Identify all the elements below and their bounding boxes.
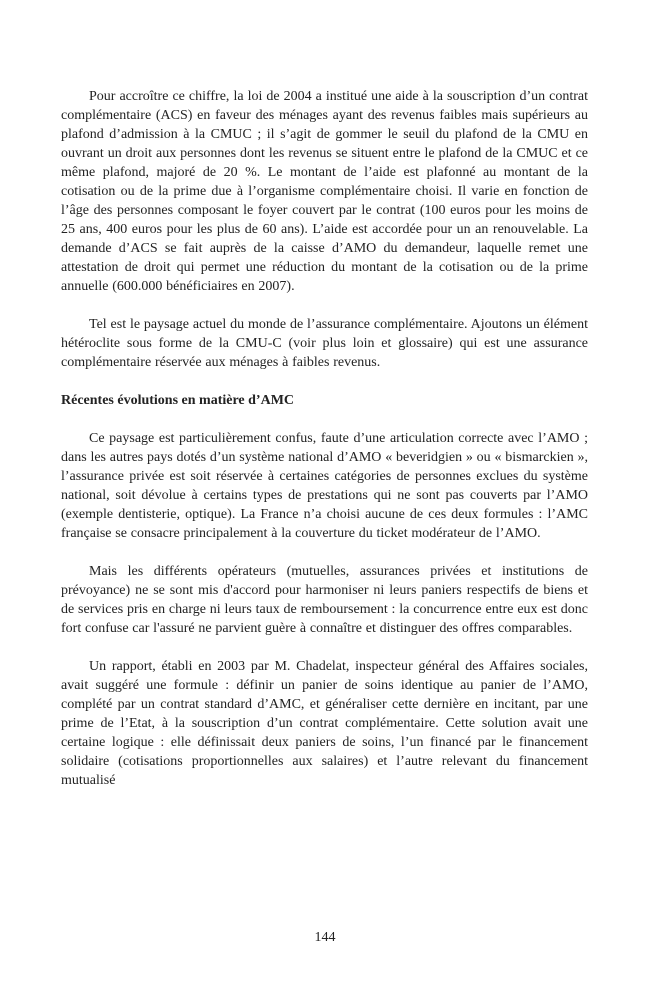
section-heading-recentes-evolutions-amc: Récentes évolutions en matière d’AMC: [61, 393, 295, 408]
paragraph-operateurs-concurrence: Mais les différents opérateurs (mutuelles, assurances privées et institutions de prévoyance) ne se sont mis d'accord pour harmoniser ni leurs paniers respectifs de biens et de services pris en charge ni leurs taux de remboursement : la concurrence entre eux est donc fort confuse car l'assuré ne parvient guère à connaître et distinguer des offres comparables.: [61, 564, 588, 636]
paragraph-rapport-chadelat: Un rapport, établi en 2003 par M. Chadelat, inspecteur général des Affaires sociales, avait suggéré une formule : définir un panier de soins identique au panier de l’AMO, complété par un contrat standard d’AMC, et généraliser cette dernière en incitant, par une prime de l’Etat, à la souscription d’un contrat complémentaire. Cette solution avait une certaine logique : elle définissait deux paniers de soins, l’un financé par le financement solidaire (cotisations proportionnelles aux salaires) et l’autre relevant du financement mutualisé: [61, 659, 588, 788]
paragraph-confusion-articulation-amo: Ce paysage est particulièrement confus, faute d’une articulation correcte avec l’AMO ; dans les autres pays dotés d’un système national d’AMO « beveridgien » ou « bismarckien », l’assurance privée est soit réservée à certaines catégories de personnes exclues du système national, soit dévolue à certains types de prestations qui ne sont pas couverts par l’AMO (exemple dentisterie, optique). La France n’a choisi aucune de ces deux formules : l’AMC française se consacre principalement à la couverture du ticket modérateur de l’AMO.: [61, 431, 588, 541]
paragraph-paysage-assurance-complementaire: Tel est le paysage actuel du monde de l’assurance complémentaire. Ajoutons un élément hétéroclite sous forme de la CMU-C (voir plus loin et glossaire) qui est une assurance complémentaire réservée aux ménages à faibles revenus.: [61, 317, 588, 370]
paragraph-acs-aide-souscription: Pour accroître ce chiffre, la loi de 2004 a institué une aide à la souscription d’un contrat complémentaire (ACS) en faveur des ménages ayant des revenus faibles mais supérieurs au plafond d’admission à la CMUC ; il s’agit de gommer le seuil du plafond de la CMU en ouvrant un droit aux personnes dont les revenus se situent entre le plafond de la CMUC et ce même plafond, majoré de 20 %. Le montant de l’aide est plafonné au montant de la cotisation ou de la prime due à l’organisme complémentaire choisi. Il varie en fonction de l’âge des personnes composant le foyer couvert par le contrat (100 euros pour les moins de 25 ans, 400 euros pour les plus de 60 ans). L’aide est accordée pour un an renouvelable. La demande d’ACS se fait auprès de la caisse d’AMO du demandeur, laquelle remet une attestation de droit qui permet une réduction du montant de la cotisation ou de la prime annuelle (600.000 bénéficiaires en 2007).: [61, 89, 588, 294]
page-number: 144: [314, 930, 336, 945]
page-footer: [0, 928, 650, 947]
page-body: [61, 87, 588, 809]
